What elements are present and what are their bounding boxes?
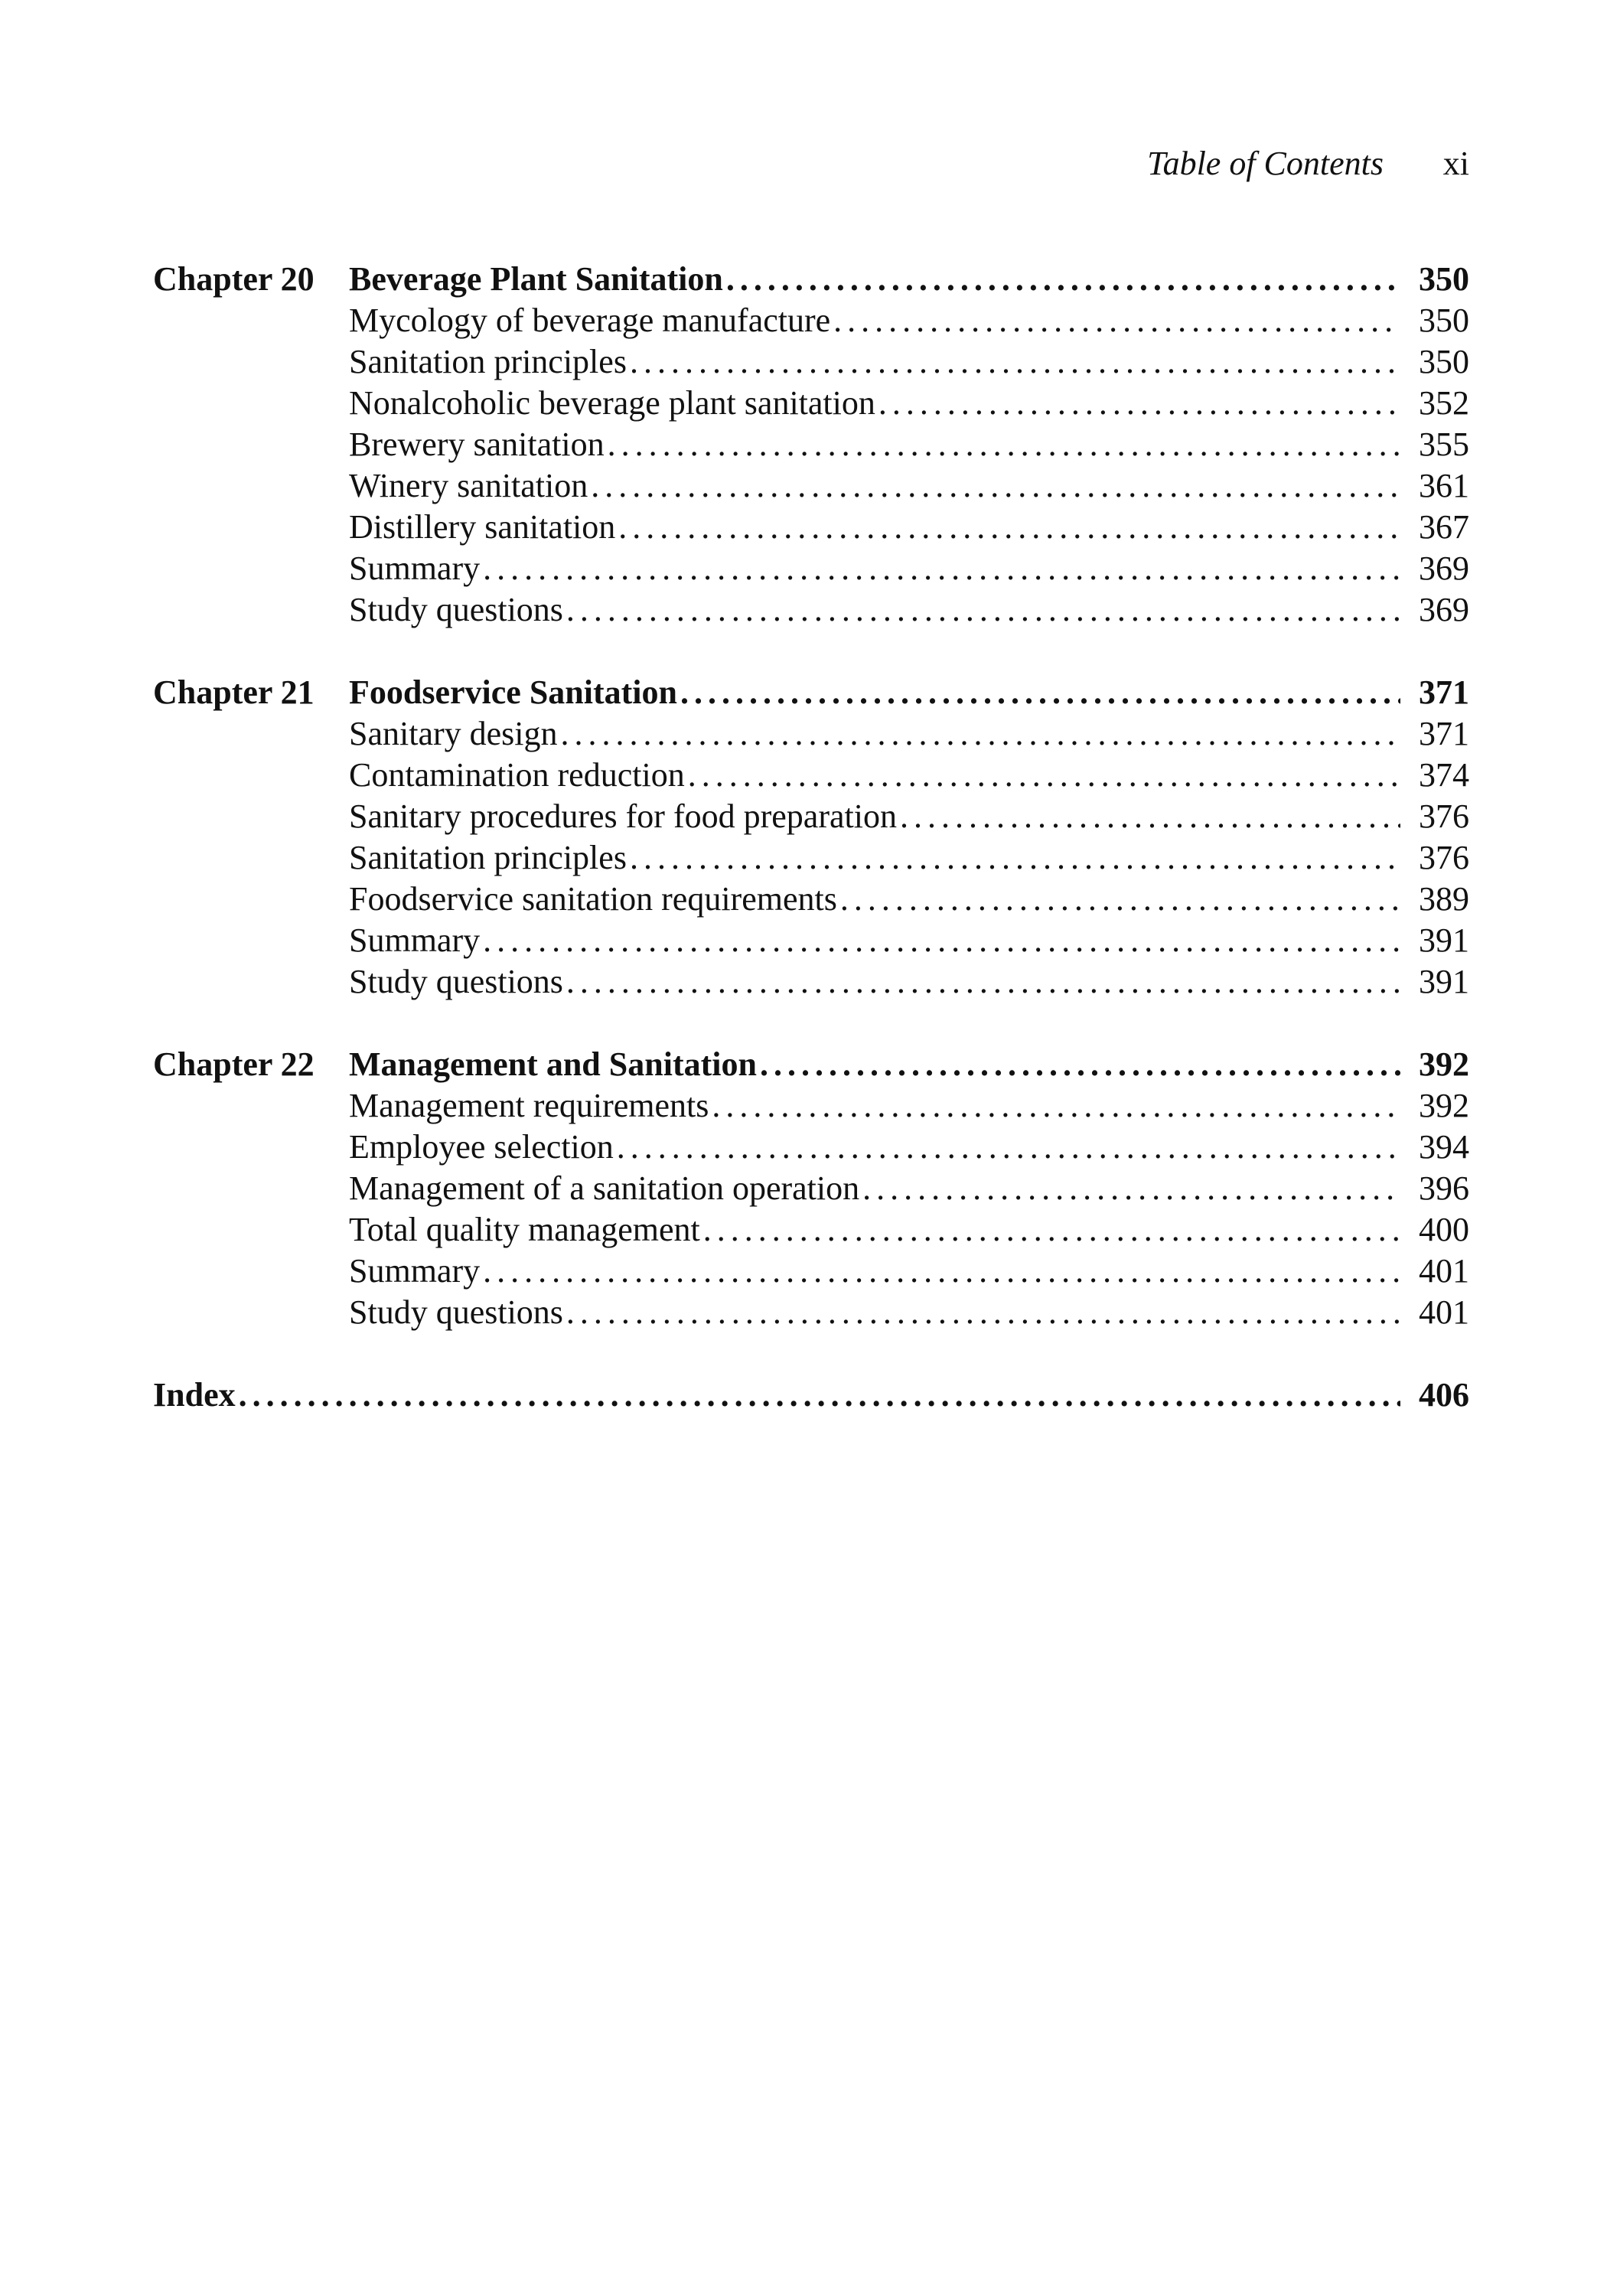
entry-title: Winery sanitation <box>349 467 588 504</box>
toc-entry[interactable] <box>153 796 1469 837</box>
dot-leader <box>236 1375 1400 1416</box>
entry-title: Summary <box>349 550 481 587</box>
dot-leader <box>627 837 1400 879</box>
dot-leader <box>480 1251 1400 1292</box>
chapter-22 <box>153 1044 1469 1333</box>
toc-entry[interactable] <box>153 507 1469 548</box>
entry-page: 352 <box>1419 384 1469 422</box>
toc-entry[interactable] <box>153 1085 1469 1127</box>
entry-title: Brewery sanitation <box>349 426 605 463</box>
entry-title: Sanitation principles <box>349 343 627 380</box>
toc-entry[interactable] <box>153 1292 1469 1333</box>
entry-page: 391 <box>1419 963 1469 1000</box>
dot-leader <box>588 465 1400 507</box>
toc-entry[interactable] <box>153 300 1469 341</box>
entry-title: Employee selection <box>349 1128 614 1166</box>
entry-title: Distillery sanitation <box>349 508 616 546</box>
chapter-label: Chapter 22 <box>153 1045 315 1083</box>
entry-title: Contamination reduction <box>349 756 685 794</box>
entry-page: 371 <box>1419 715 1469 752</box>
entry-title: Management requirements <box>349 1087 709 1124</box>
entry-title: Total quality management <box>349 1211 700 1248</box>
page-number: xi <box>1442 145 1469 182</box>
entry-page: 367 <box>1419 508 1469 546</box>
toc-entry[interactable] <box>153 341 1469 383</box>
chapter-21 <box>153 672 1469 1003</box>
dot-leader <box>897 796 1400 837</box>
toc-entry[interactable] <box>153 465 1469 507</box>
running-head <box>153 144 1469 190</box>
dot-leader <box>558 713 1400 755</box>
dot-leader <box>859 1168 1400 1209</box>
entry-title: Management of a sanitation operation <box>349 1169 860 1207</box>
toc-chapter-heading[interactable] <box>153 672 1469 713</box>
entry-title: Summary <box>349 921 481 959</box>
dot-leader <box>480 548 1400 589</box>
dot-leader <box>480 920 1400 961</box>
toc-entry[interactable] <box>153 1209 1469 1251</box>
running-head-title: Table of Contents <box>1147 145 1384 182</box>
toc-entry[interactable] <box>153 713 1469 755</box>
dot-leader <box>757 1044 1400 1085</box>
entry-page: 361 <box>1419 467 1469 504</box>
table-of-contents <box>153 259 1469 1416</box>
chapter-title: Foodservice Sanitation <box>349 673 677 711</box>
dot-leader <box>723 259 1400 300</box>
entry-page: 369 <box>1419 591 1469 628</box>
dot-leader <box>563 589 1400 631</box>
entry-title: Sanitation principles <box>349 839 627 876</box>
toc-entry[interactable] <box>153 424 1469 465</box>
toc-entry[interactable] <box>153 920 1469 961</box>
entry-page: 391 <box>1419 921 1469 959</box>
dot-leader <box>614 1127 1400 1168</box>
chapter-title: Beverage Plant Sanitation <box>349 260 723 298</box>
toc-entry[interactable] <box>153 961 1469 1003</box>
entry-title: Sanitary procedures for food preparation <box>349 797 897 835</box>
dot-leader <box>563 1292 1400 1333</box>
dot-leader <box>685 755 1400 796</box>
index-title: Index <box>153 1376 236 1414</box>
dot-leader <box>709 1085 1400 1127</box>
entry-page: 400 <box>1419 1211 1469 1248</box>
entry-page: 376 <box>1419 839 1469 876</box>
entry-title: Study questions <box>349 963 563 1000</box>
dot-leader <box>677 672 1400 713</box>
toc-entry[interactable] <box>153 879 1469 920</box>
chapter-page: 350 <box>1419 260 1469 298</box>
entry-page: 401 <box>1419 1293 1469 1331</box>
toc-entry[interactable] <box>153 548 1469 589</box>
dot-leader <box>605 424 1400 465</box>
dot-leader <box>830 300 1400 341</box>
chapter-20 <box>153 259 1469 631</box>
chapter-label: Chapter 21 <box>153 673 315 711</box>
entry-page: 392 <box>1419 1087 1469 1124</box>
chapter-page: 392 <box>1419 1045 1469 1083</box>
chapter-title: Management and Sanitation <box>349 1045 757 1083</box>
chapter-page: 371 <box>1419 673 1469 711</box>
dot-leader <box>563 961 1400 1003</box>
entry-page: 389 <box>1419 880 1469 918</box>
entry-title: Summary <box>349 1252 481 1290</box>
dot-leader <box>627 341 1400 383</box>
entry-page: 369 <box>1419 550 1469 587</box>
entry-page: 374 <box>1419 756 1469 794</box>
toc-chapter-heading[interactable] <box>153 259 1469 300</box>
toc-index[interactable] <box>153 1375 1469 1416</box>
toc-entry[interactable] <box>153 1251 1469 1292</box>
entry-title: Mycology of beverage manufacture <box>349 302 831 339</box>
entry-title: Study questions <box>349 591 563 628</box>
entry-page: 350 <box>1419 343 1469 380</box>
toc-entry[interactable] <box>153 837 1469 879</box>
entry-page: 394 <box>1419 1128 1469 1166</box>
chapter-label: Chapter 20 <box>153 260 315 298</box>
toc-entry[interactable] <box>153 755 1469 796</box>
dot-leader <box>837 879 1400 920</box>
toc-entry[interactable] <box>153 383 1469 424</box>
dot-leader <box>615 507 1400 548</box>
entry-page: 350 <box>1419 302 1469 339</box>
toc-chapter-heading[interactable] <box>153 1044 1469 1085</box>
toc-entry[interactable] <box>153 1168 1469 1209</box>
entry-title: Study questions <box>349 1293 563 1331</box>
toc-entry[interactable] <box>153 1127 1469 1168</box>
entry-page: 396 <box>1419 1169 1469 1207</box>
entry-title: Nonalcoholic beverage plant sanitation <box>349 384 875 422</box>
entry-page: 355 <box>1419 426 1469 463</box>
entry-page: 401 <box>1419 1252 1469 1290</box>
dot-leader <box>875 383 1400 424</box>
entry-title: Sanitary design <box>349 715 558 752</box>
dot-leader <box>700 1209 1400 1251</box>
toc-entry[interactable] <box>153 589 1469 631</box>
entry-title: Foodservice sanitation requirements <box>349 880 837 918</box>
entry-page: 376 <box>1419 797 1469 835</box>
index-page: 406 <box>1419 1376 1469 1414</box>
